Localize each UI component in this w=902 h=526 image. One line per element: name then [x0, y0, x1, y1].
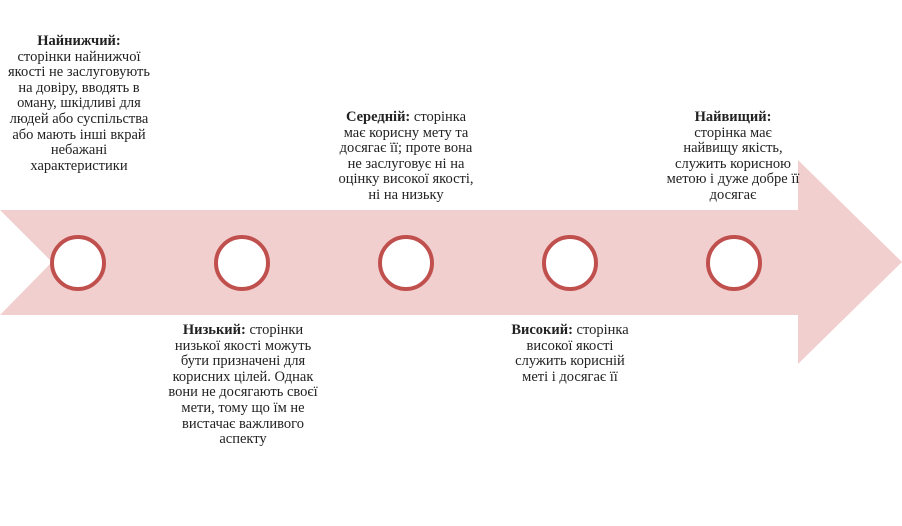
level-marker-low: [216, 237, 268, 289]
level-label-low: [168, 323, 318, 448]
level-label-high: [502, 323, 638, 385]
level-title: Найвищий:: [694, 109, 772, 125]
level-label-medium: [336, 110, 476, 204]
level-title: Найнижчий:: [37, 33, 121, 49]
level-marker-lowest: [52, 237, 104, 289]
level-description: сторінки низької якості можуть бути призначені для корисних цілей. Однак вони не досягають своєї мети, тому що їм не вистачає важливого аспекту: [168, 322, 318, 448]
level-marker-highest: [708, 237, 760, 289]
level-description: сторінки найнижчої якості не заслуговують на довіру, вводять в оману, шкідливі для людей або суспільства або мають інші вкрай небажані характеристики: [8, 48, 150, 174]
level-label-lowest: [6, 34, 152, 174]
level-label-highest: [665, 110, 801, 204]
level-description: сторінка має найвищу якість, служить корисною метою і дуже добре її досягає: [666, 124, 800, 203]
level-description: сторінка має корисну мету та досягає її; проте вона не заслуговує ні на оцінку високої якості, ні на низьку: [338, 109, 474, 203]
level-title: Високий:: [511, 322, 573, 338]
level-description: сторінка високої якості служить корисній меті і досягає її: [515, 322, 629, 385]
level-marker-medium: [380, 237, 432, 289]
level-title: Низький:: [182, 322, 246, 338]
level-title: Середній:: [345, 109, 411, 125]
level-marker-high: [544, 237, 596, 289]
